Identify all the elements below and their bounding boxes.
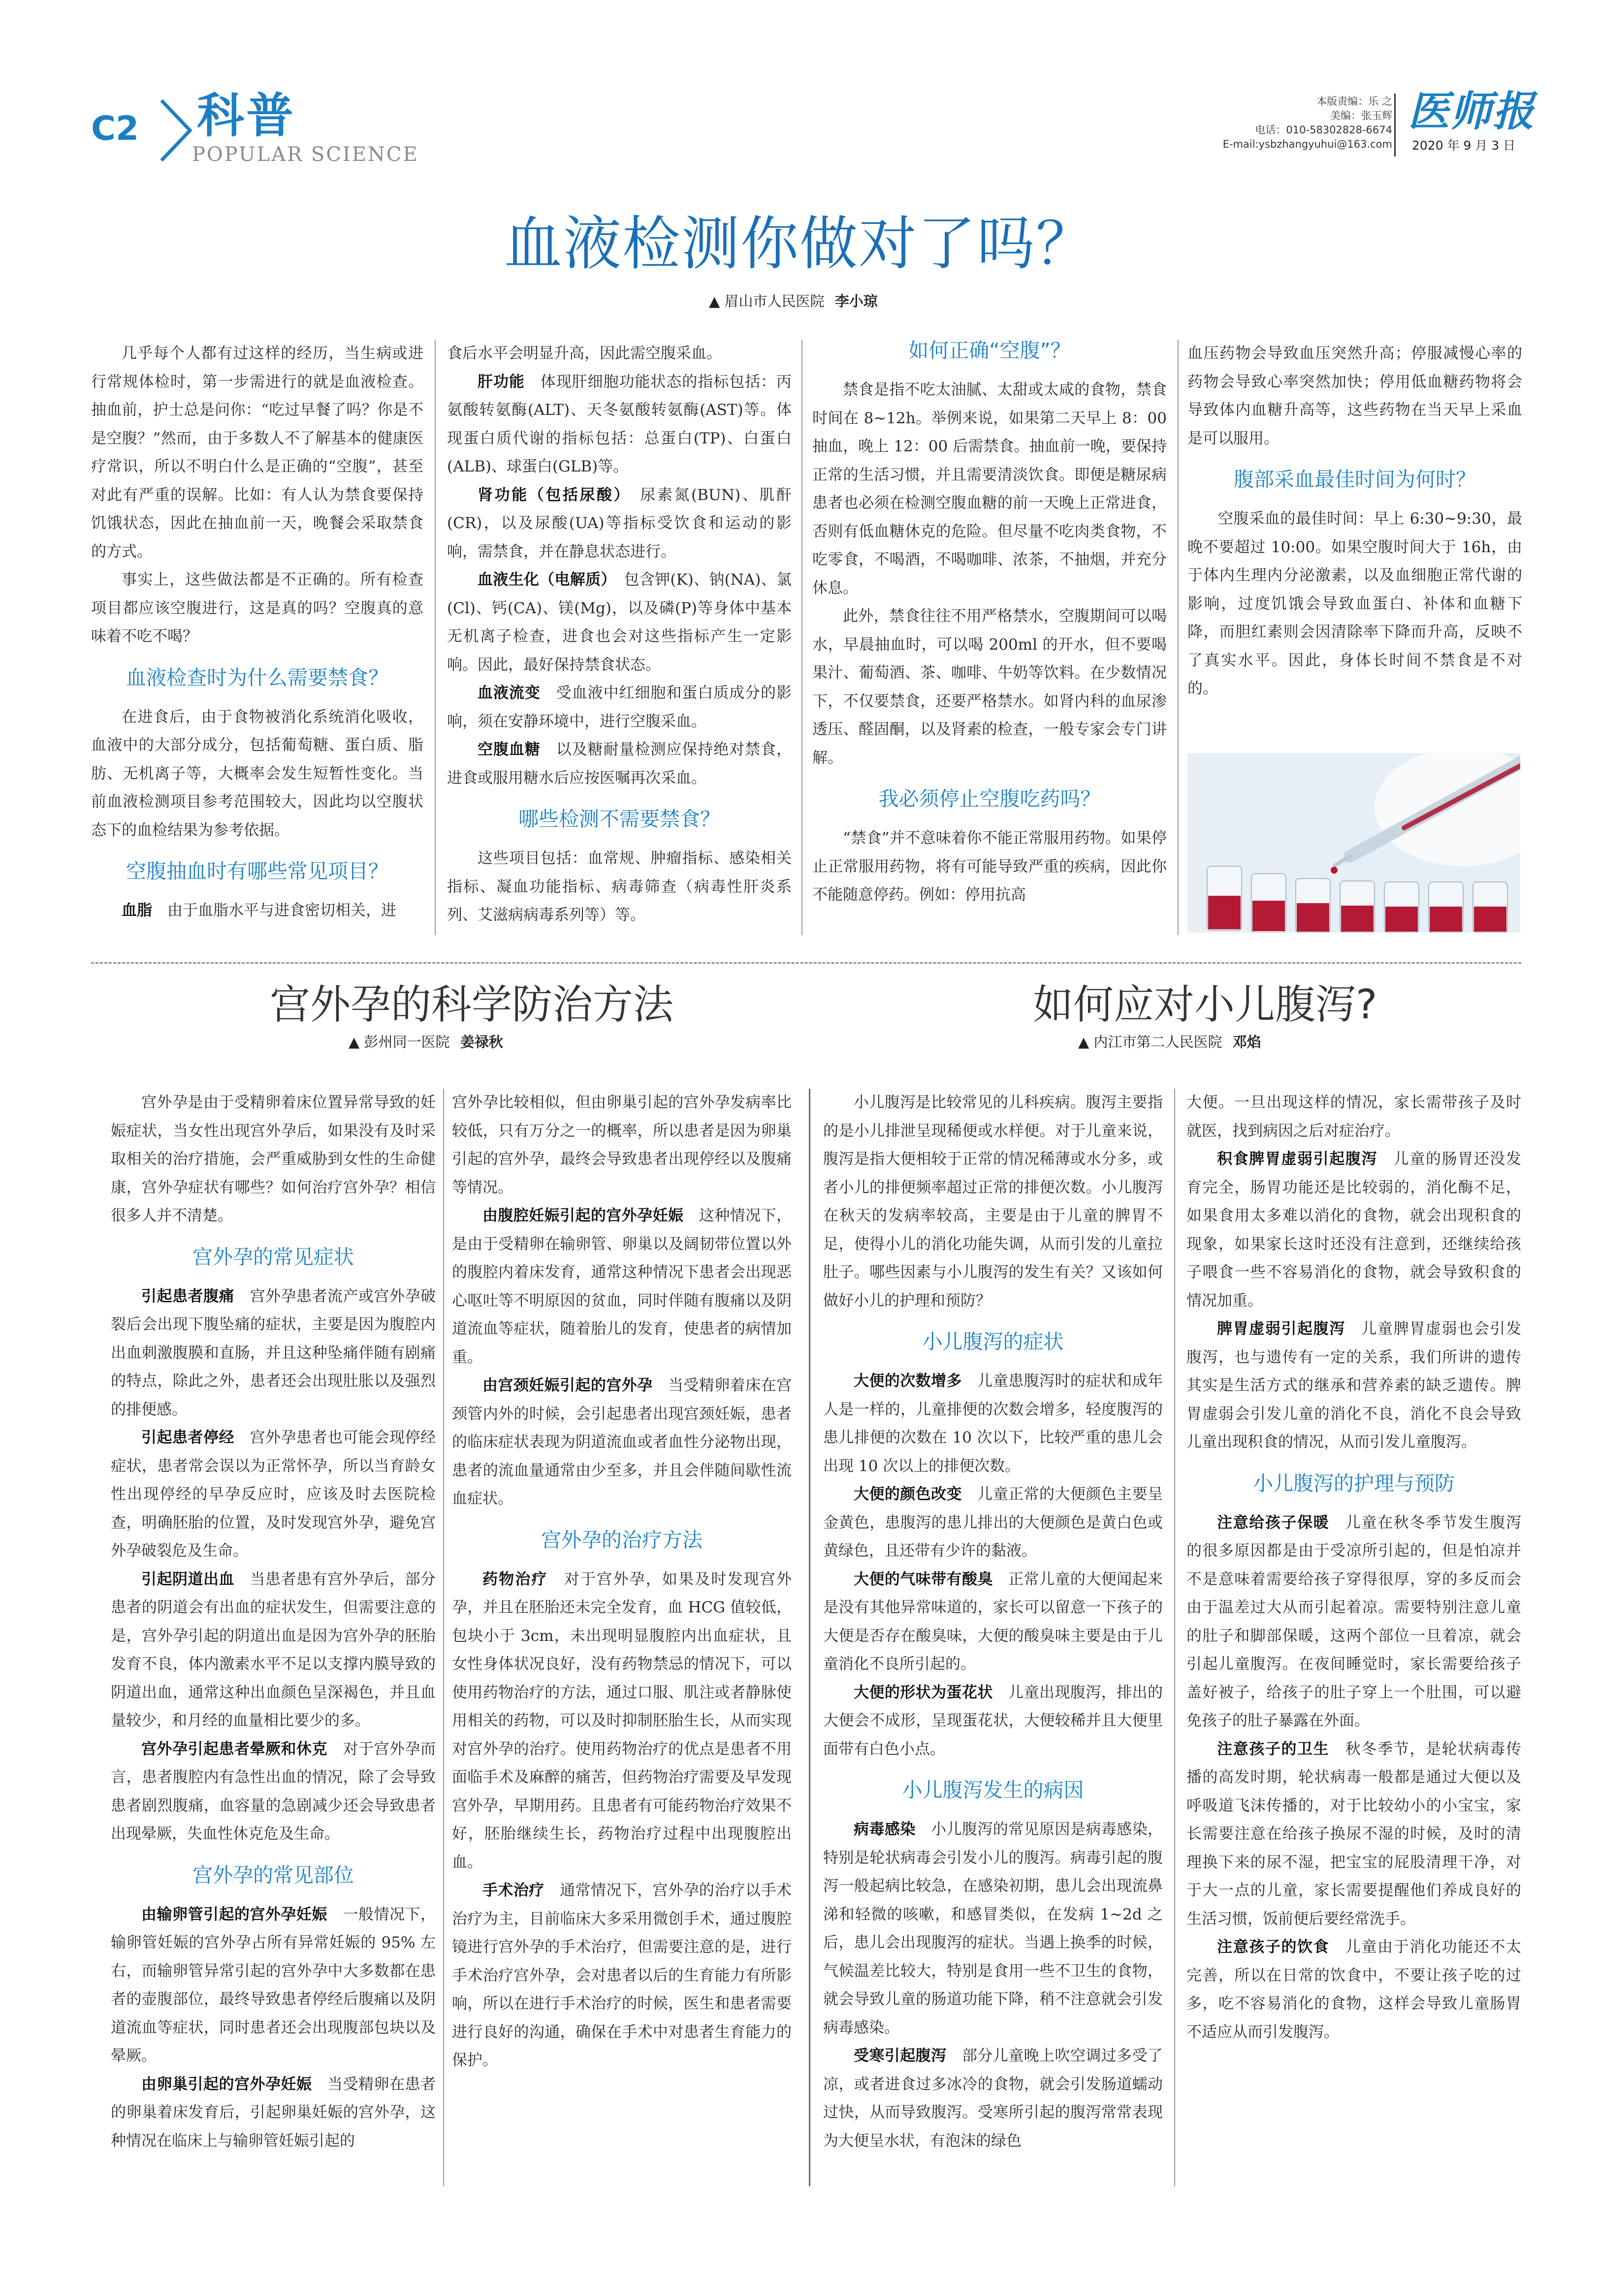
term-text: 对于宫外孕而言，患者腹腔内有急性出血的情况，除了会导致患者剧烈腹痛，血容量的急剧减少还会导致患者出现晕厥，失血性休克危及生命。 [111,1740,436,1843]
byline-org: ▲ 彭州同一医院 [349,1034,450,1050]
section-title: 科普 [197,88,295,143]
term-text: 当受精卵在患者的卵巢着床发育后，引起卵巢妊娠的宫外孕，这种情况在临床上与输卵管妊娠引起的 [111,2075,436,2150]
section-heading: 宫外孕的常见部位 [192,1863,354,1887]
term: 血脂 [122,902,152,919]
article1-col2 [447,340,792,930]
article1-col4 [1187,340,1522,703]
paragraph [823,2042,1163,2155]
paragraph [1186,1315,1521,1457]
paragraph [447,736,792,792]
term-text: 儿童在秋冬季节发生腹泻的很多原因都是由于受凉所引起的，但是怕凉并不是意味着需要给孩子穿得很厚，穿的多反而会由于温差过大从而引起着凉。需要特别注意儿童的肚子和脚部保暖，这两个部位一旦着凉，就会引起儿童腹泻。在夜间睡觉时，家长需要给孩子盖好被子，给孩子的肚子穿上一个肚围，可以避免孩子的肚子暴露在外面。 [1186,1513,1522,1730]
term-text: 一般情况下，输卵管妊娠的宫外孕占所有异常妊娠的 95% 左右，而输卵管异常引起的宫外孕中大多数都在患者的壶腹部位，最终导致患者停经后腹痛以及阴道流血等症状，同时患者还会出现腹部包块以及晕厥。 [111,1905,436,2065]
term: 受寒引起腹泻 [854,2047,947,2065]
section-heading: 宫外孕的治疗方法 [541,1528,703,1552]
paragraph: 这些项目包括：血常规、肿瘤指标、感染相关指标、凝血功能指标、病毒筛查（病毒性肝炎系列、艾滋病病毒系列等）等。 [447,849,792,924]
term: 大便的气味带有酸臭 [854,1570,993,1588]
term-text: 儿童的肠胃还没发育完全，肠胃功能还是比较弱的，消化酶不足，如果食用太多难以消化的食物，就会出现积食的现象，如果家长这时还没有注意到，还继续给孩子喂食一些不容易消化的食物，就会导致积食的情况加重。 [1186,1150,1522,1310]
term: 注意孩子的卫生 [1217,1740,1330,1758]
column-divider [443,1089,444,2186]
term: 脾胃虚弱引起腹泻 [1217,1320,1345,1338]
paragraph [823,1816,1163,2042]
term-text: 正常儿童的大便闻起来是没有其他异常味道的，家长可以留意一下孩子的大便是否存在酸臭味，大便的酸臭味主要是由于儿童消化不良所引起的。 [823,1570,1163,1673]
term-text: 对于宫外孕，如果及时发现宫外孕，并且在胚胎还未完全发育，血 HCG 值较低，包块小于 3cm，未出现明显腹腔内出血症状，且女性身体状况良好，没有药物禁忌的情况下，可以使用药物治疗的方法，通过口服、肌注或者静脉使用相关的药物，可以及时抑制胚胎生长，从而实现对宫外孕的治疗。使用药物治疗的优点是患者不用面临手术及麻醉的痛苦，但药物治疗需要及早发现宫外孕，早期用药。且患者有可能药物治疗效果不好，胚胎继续生长，药物治疗过程中出现腹腔出血。 [452,1570,792,1871]
paragraph [111,1566,436,1735]
term: 由腹腔妊娠引起的宫外孕妊娠 [482,1207,684,1225]
term-text: 儿童患腹泻时的症状和成年人是一样的，儿童排便的次数会增多，轻度腹泻的患儿排便的次数在 10 次以下，比较严重的患儿会出现 10 次以上的排便次数。 [823,1372,1163,1475]
article-divider [809,1089,810,2186]
paragraph: 空腹采血的最佳时间：早上 6:30~9:30，最晚不要超过 10:00。如果空腹时间大于 16h，由于体内生理内分泌激素，以及血细胞正常代谢的影响，过度饥饿会导致血蛋白、补体和血糖下降，而胆红素则会因清除率下降而升高，反映不了真实水平。因此，身体长时间不禁食是不对的。 [1187,510,1522,697]
term-text: 体现肝细胞功能状态的指标包括：丙氨酸转氨酶(ALT)、天冬氨酸转氨酶(AST)等。体现蛋白质代谢的指标包括：总蛋白(TP)、白蛋白(ALB)、球蛋白(GLB)等。 [447,373,792,475]
term-text: 儿童由于消化功能还不太完善，所以在日常的饮食中，不要让孩子吃的过多，吃不容易消化的食物，这样会导致儿童肠胃不适应从而引发腹泻。 [1186,1938,1522,2041]
byline-org: ▲ 内江市第二人民医院 [1078,1034,1222,1050]
column-divider [1174,1089,1175,2186]
section-heading: 如何正确“空腹”？ [908,339,1071,362]
paragraph [447,481,792,566]
byline-org: ▲ 眉山市人民医院 [709,293,825,310]
term: 宫外孕引起患者晕厥和休克 [141,1740,327,1758]
term: 引起阴道出血 [141,1570,234,1588]
section-heading: 空腹抽血时有哪些常见项目？ [126,859,388,883]
paragraph: 宫外孕比较相似，但由卵巢引起的宫外孕发病率比较低，只有万分之一的概率，所以患者是因为卵巢引起的宫外孕，最终会导致患者出现停经以及腹痛等情况。 [452,1094,792,1196]
term-text: 这种情况下，是由于受精卵在输卵管、卵巢以及阔韧带位置以外的腹腔内着床发育，通常这种情况下患者会出现恶心呕吐等不明原因的贫血，同时伴随有腹痛以及阴道流血等症状，随着胎儿的发育，使患者的病情加重。 [452,1207,792,1366]
term: 大便的形状为蛋花状 [854,1683,993,1701]
term: 大便的颜色改变 [854,1485,962,1503]
paragraph [111,1283,436,1424]
column-divider [801,340,802,935]
paragraph: 宫外孕是由于受精卵着床位置异常导致的妊娠症状，当女性出现宫外孕后，如果没有及时采取相关的治疗措施，会严重威胁到女性的生命健康，宫外孕症状有哪些？如何治疗宫外孕？相信很多人并不清楚。 [111,1094,436,1225]
section-subtitle: POPULAR SCIENCE [192,143,419,166]
section-heading: 哪些检测不需要禁食？ [518,807,720,831]
chevron-icon [159,98,194,162]
article2-byline [349,1031,595,1051]
term-text: 宫外孕患者也可能会现停经症状，患者常会误以为正常怀孕，所以当育龄女性出现停经的早孕反应时，应该及时去医院检查，明确胚胎的位置，及时发现宫外孕，避免宫外孕破裂危及生命。 [111,1429,436,1560]
paragraph [111,1901,436,2071]
term: 由宫颈妊娠引起的宫外孕 [482,1377,653,1394]
paragraph [1186,1145,1521,1315]
term: 积食脾胃虚弱引起腹泻 [1217,1150,1378,1168]
term: 药物治疗 [482,1570,548,1588]
section-heading: 小儿腹泻的护理与预防 [1253,1471,1455,1495]
term: 大便的次数增多 [854,1372,962,1390]
editor-name: 本版责编：乐 之 [1316,95,1392,107]
paragraph [823,1566,1163,1679]
email: E-mail:ysbzhangyuhui@163.com [1222,138,1392,150]
paragraph: 事实上，这些做法都是不正确的。所有检查项目都应该空腹进行，这是真的吗？空腹真的意味着不吃不喝？ [91,571,423,645]
article1-col3 [812,335,1167,910]
byline-author: 姜禄秋 [460,1034,503,1050]
paragraph [447,679,792,736]
paragraph [823,1367,1163,1480]
paragraph [91,897,423,925]
article1-title: 血液检测你做对了吗？ [504,210,1095,278]
term-text: 秋冬季节，是轮状病毒传播的高发时期，轮状病毒一般都是通过大便以及呼吸道飞沫传播的，对于比较幼小的小宝宝，家长需要注意在给孩子换尿不湿的时候，及时的清理换下来的尿不湿，把宝宝的屁股清理干净，对于大一点的儿童，家长需要提醒他们养成良好的生活习惯，饭前便后要经常洗手。 [1186,1740,1522,1928]
paragraph [447,368,792,481]
section-heading: 我必须停止空腹吃药吗？ [878,787,1101,811]
term-text: 以及糖耐量检测应保持绝对禁食，进食或服用糖水后应按医嘱再次采血。 [447,741,792,787]
term: 注意孩子的饮食 [1217,1938,1330,1956]
paragraph [111,1424,436,1566]
paragraph [823,1480,1163,1566]
article3-col2 [1186,1089,1521,2046]
term: 空腹血糖 [478,741,541,758]
paper-logo: 医师报 [1408,87,1535,135]
paragraph [1186,1933,1521,2046]
paragraph: 此外，禁食往往不用严格禁水，空腹期间可以喝水，早晨抽血时，可以喝 200ml 的开水，但不要喝果汁、葡萄酒、茶、咖啡、牛奶等饮料。在少数情况下，不仅要禁食，还要严格禁水。如肾内科的血尿渗透压、醛固酮，以及肾素的检查，一般专家会专门讲解。 [812,607,1167,767]
term-text: 受血液中红细胞和蛋白质成分的影响，须在安静环境中，进行空腹采血。 [447,684,792,730]
term: 由输卵管引起的宫外孕妊娠 [141,1905,327,1923]
term-text: 由于血脂水平与进食密切相关，进 [152,902,396,919]
paragraph [111,2071,436,2156]
article3-byline [1078,1031,1374,1051]
blood-test-photo [1187,753,1520,933]
issue-date: 2020 年 9 月 3 日 [1412,138,1516,153]
header [0,74,1599,177]
term: 血液流变 [478,684,541,702]
paragraph: 食后水平会明显升高，因此需空腹采血。 [447,345,722,362]
term-text: 儿童正常的大便颜色主要呈金黄色，患腹泻的患儿排出的大便颜色是黄白色或黄绿色，且还带有少许的黏液。 [823,1485,1163,1560]
term: 注意给孩子保暖 [1217,1513,1330,1532]
paragraph [447,566,792,679]
article2-col2 [452,1089,792,2075]
term-text: 包含钾(K)、钠(NA)、氯(Cl)、钙(CA)、镁(Mg)，以及磷(P)等身体中基本无机离子检查，进食也会对这些指标产生一定影响。因此，最好保持禁食状态。 [447,571,792,674]
term-text: 儿童出现腹泻，排出的大便会不成形，呈现蛋花状，大便较稀并且大便里面带有白色小点。 [823,1683,1163,1758]
term-text: 通常情况下，宫外孕的治疗以手术治疗为主，目前临床大多采用微创手术，通过腹腔镜进行宫外孕的手术治疗，但需要注意的是，进行手术治疗宫外孕，会对患者以后的生育能力有所影响，所以在进行手术治疗的时候，医生和患者需要进行良好的沟通，确保在手术中对患者生育能力的保护。 [452,1882,792,2069]
paragraph: 大便。一旦出现这样的情况，家长需带孩子及时就医，找到病因之后对症治疗。 [1186,1094,1521,1140]
article1-byline [709,290,1103,311]
page-code: C2 [91,109,139,148]
term-text: 当受精卵着床在宫颈管内外的时候，会引起患者出现宫颈妊娠，患者的临床症状表现为阴道流血或者血性分泌物出现，患者的流血量通常由少至多，并且会伴随间歇性流血症状。 [452,1377,792,1508]
term: 肝功能 [478,373,525,391]
term-text: 宫外孕患者流产或宫外孕破裂后会出现下腹坠痛的症状，主要是因为腹腔内出血刺激腹膜和直肠，并且这种坠痛伴随有剧痛的特点，除此之外，患者还会出现肚胀以及强烈的排便感。 [111,1287,436,1418]
article1-col1 [91,340,423,925]
paragraph [1186,1509,1521,1735]
term: 手术治疗 [482,1882,544,1899]
paragraph: 禁食是指不吃太油腻、太甜或太咸的食物，禁食时间在 8~12h。举例来说，如果第二天早上 8：00 抽血，晚上 12：00 后需禁食。抽血前一晚，要保持正常的生活习惯，并且需要清淡饮食。即便是糖尿病患者也必须在检测空腹血糖的前一天晚上正常进食，否则有低血糖休克的危险。但尽量不吃肉类食物，不吃零食，不喝酒，不喝咖啡、浓茶，不抽烟，并充分休息。 [812,381,1167,597]
photo-illustration [1187,753,1520,933]
term: 由卵巢引起的宫外孕妊娠 [141,2075,312,2093]
term: 引起患者腹痛 [141,1287,234,1305]
paragraph: 几乎每个人都有过这样的经历，当生病或进行常规体检时，第一步需进行的就是血液检查。抽血前，护士总是问你：“吃过早餐了吗？你是不是空腹？”然而，由于多数人不了解基本的健康医疗常识，所以不明白什么是正确的“空腹”，甚至对此有严重的误解。比如：有人认为禁食要保持饥饿状态，因此在抽血前一天，晚餐会采取禁食的方式。 [91,345,423,561]
term-text: 当患者患有宫外孕后，部分患者的阴道会有出血的症状发生，但需要注意的是，宫外孕引起的阴道出血是因为宫外孕的胚胎发育不良，体内激素水平不足以支撑内膜导致的阴道出血，通常这种出血颜色呈深褐色，并且血量较少，和月经的血量相比要少的多。 [111,1570,436,1730]
term: 病毒感染 [854,1821,916,1838]
paragraph [1186,1735,1521,1934]
term-text: 部分儿童晚上吹空调过多受了凉，或者进食过多冰冷的食物，就会引发肠道蠕动过快，从而导致腹泻。受寒所引起的腹泻常常表现为大便呈水状，有泡沫的绿色 [823,2047,1163,2150]
paragraph [823,1679,1163,1764]
paragraph: 小儿腹泻是比较常见的儿科疾病。腹泻主要指的是小儿排泄呈现稀便或水样便。对于儿童来说，腹泻是指大便相较于正常的情况稀薄或水分多，或者小儿的排便频率超过正常的排便次数。小儿腹泻在秋天的发病率较高，主要是由于儿童的脾胃不足，使得小儿的消化功能失调，从而引发的儿童拉肚子。哪些因素与小儿腹泻的发生有关？又该如何做好小儿的护理和预防？ [823,1094,1163,1310]
phone: 电话：010-58302828-6674 [1255,124,1392,136]
paragraph: “禁食”并不意味着你不能正常服用药物。如果停止正常服用药物，将有可能导致严重的疾病，因此你不能随意停药。例如：停用抗高 [812,829,1167,904]
column-divider [1178,340,1179,935]
byline-author: 李小琼 [834,293,878,310]
article2-col1 [111,1089,436,2155]
header-divider [1394,94,1396,157]
article3-col1 [823,1089,1163,2155]
paragraph [111,1735,436,1849]
term-text: 尿素氮(BUN)、肌酐(CR)，以及尿酸(UA)等指标受饮食和运动的影响，需禁食，并在静息状态进行。 [447,486,792,561]
section-heading: 宫外孕的常见症状 [192,1245,354,1269]
term: 肾功能（包括尿酸） [478,486,623,504]
paragraph [452,1877,792,2075]
section-heading: 小儿腹泻发生的病因 [902,1778,1084,1802]
paragraph [452,1372,792,1513]
term: 血液生化（电解质） [478,571,609,589]
paragraph [452,1202,792,1372]
term-text: 小儿腹泻的常见原因是病毒感染，特别是轮状病毒会引发小儿的腹泻。病毒引起的腹泻一般起病比较急，在感染初期，患儿会出现流鼻涕和轻微的咳嗽，和感冒类似，在发病 1~2d 之后，患儿会出现腹泻的症状。当遇上换季的时候，气候温差比较大，特别是食用一些不卫生的食物，就会导致儿童的肠道功能下降，稍不注意就会引发病毒感染。 [823,1821,1163,2037]
paragraph: 在进食后，由于食物被消化系统消化吸收，血液中的大部分成分，包括葡萄糖、蛋白质、脂肪、无机离子等，大概率会发生短暂性变化。当前血液检测项目参考范围较大，因此均以空腹状态下的血检结果为参考依据。 [91,708,423,839]
section-heading: 腹部采血最佳时间为何时？ [1234,468,1476,491]
section-heading: 小儿腹泻的症状 [922,1330,1064,1353]
term: 引起患者停经 [141,1429,234,1447]
paragraph: 血压药物会导致血压突然升高；停服减慢心率的药物会导致心率突然加快；停用低血糖药物将会导致体内血糖升高等，这些药物在当天早上采血是可以服用。 [1187,345,1522,447]
column-divider [435,340,436,935]
designer-name: 美编：张玉辉 [1330,110,1392,122]
section-separator [91,962,1521,964]
section-heading: 血液检查时为什么需要禁食？ [126,665,388,690]
editor-info [1097,94,1392,152]
byline-author: 邓焰 [1232,1034,1261,1050]
article3-title: 如何应对小儿腹泻? [1033,981,1377,1028]
article2-title: 宫外孕的科学防治方法 [270,981,674,1028]
term-text: 儿童脾胃虚弱也会引发腹泻，也与遗传有一定的关系，我们所讲的遗传其实是生活方式的继承和营养素的缺乏遗传。脾胃虚弱会引发儿童的消化不良，消化不良会导致儿童出现积食的情况，从而引发儿童腹泻。 [1186,1320,1522,1451]
paragraph [452,1566,792,1877]
